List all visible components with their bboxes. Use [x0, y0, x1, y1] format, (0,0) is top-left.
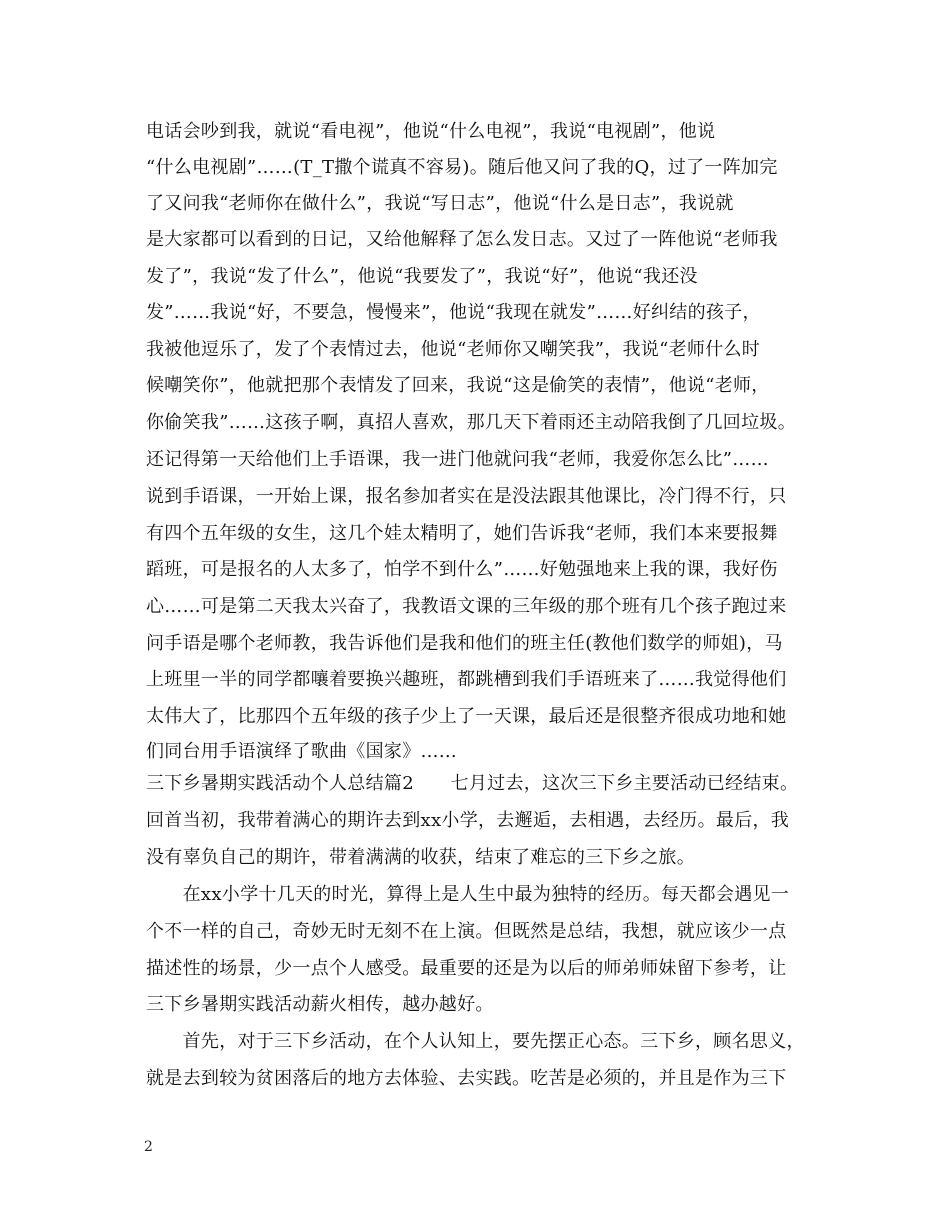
text-line: 说到手语课，一开始上课，报名参加者实在是没法跟其他课比，冷门得不行，只 — [146, 486, 787, 507]
section-heading-line: 三下乡暑期实践活动个人总结篇2 七月过去，这次三下乡主要活动已经结束。 — [146, 773, 799, 794]
text-line: 有四个五年级的女生，这几个娃太精明了，她们告诉我“老师，我们本来要报舞 — [146, 523, 778, 544]
text-line: 还记得第一天给他们上手语课，我一进门他就问我“老师，我爱你怎么比”…… — [146, 449, 769, 470]
text-line: 首先，对于三下乡活动，在个人认知上，要先摆正心态。三下乡，顾名思义， — [146, 1031, 805, 1052]
text-line: 心……可是第二天我太兴奋了，我教语文课的三年级的那个班有几个孩子跑过来 — [146, 596, 787, 617]
text-line: 问手语是哪个老师教，我告诉他们是我和他们的班主任(教他们数学的师姐)，马 — [146, 633, 783, 654]
text-line: 回首当初，我带着满心的期许去到xx小学，去邂逅，去相遇，去经历。最后，我 — [146, 810, 790, 831]
text-line: 是大家都可以看到的日记，又给他解释了怎么发日志。又过了一阵他说“老师我 — [146, 229, 778, 250]
text-line: 在xx小学十几天的时光，算得上是人生中最为独特的经历。每天都会遇见一 — [146, 884, 790, 905]
text-line: 发了”，我说“发了什么”，他说“我要发了”，我说“好”，他说“我还没 — [146, 266, 698, 287]
page-number: 2 — [144, 1139, 153, 1155]
text-line: 描述性的场景，少一点个人感受。最重要的还是为以后的师弟师妹留下参考，让 — [146, 958, 787, 979]
text-line: 了又问我“老师你在做什么”，我说“写日志”，他说“什么是日志”，我说就 — [146, 193, 734, 214]
text-line: 就是去到较为贫困落后的地方去体验、去实践。吃苦是必须的，并且是作为三下 — [146, 1068, 787, 1089]
text-line: 太伟大了，比那四个五年级的孩子少上了一天课，最后还是很整齐很成功地和她 — [146, 706, 787, 727]
text-line: 三下乡暑期实践活动薪火相传，越办越好。 — [146, 994, 494, 1015]
text-line: 我被他逗乐了，发了个表情过去，他说“老师你又嘲笑我”，我说“老师什么时 — [146, 339, 761, 360]
text-line: 电话会吵到我，就说“看电视”，他说“什么电视”，我说“电视剧”，他说 — [146, 121, 716, 142]
text-line: “什么电视剧”……(T_T撒个谎真不容易)。随后他又问了我的Q，过了一阵加完 — [146, 157, 778, 178]
text-line: 上班里一半的同学都嚷着要换兴趣班，都跳槽到我们手语班来了……我觉得他们 — [146, 669, 787, 690]
text-line: 蹈班，可是报名的人太多了，怕学不到什么”……好勉强地来上我的课，我好伤 — [146, 559, 778, 580]
text-line: 们同台用手语演绎了歌曲《国家》…… — [146, 741, 458, 762]
text-line: 你偷笑我”……这孩子啊，真招人喜欢，那几天下着雨还主动陪我倒了几回垃圾。 — [146, 412, 796, 433]
text-line: 个不一样的自己，奇妙无时无刻不在上演。但既然是总结，我想，就应该少一点 — [146, 921, 787, 942]
text-line: 没有辜负自己的期许，带着满满的收获，结束了难忘的三下乡之旅。 — [146, 847, 695, 868]
text-line: 候嘲笑你”，他就把那个表情发了回来，我说“这是偷笑的表情”，他说“老师， — [146, 375, 770, 396]
text-line: 发”……我说“好，不要急，慢慢来”，他说“我现在就发”……好纠结的孩子， — [146, 302, 761, 323]
